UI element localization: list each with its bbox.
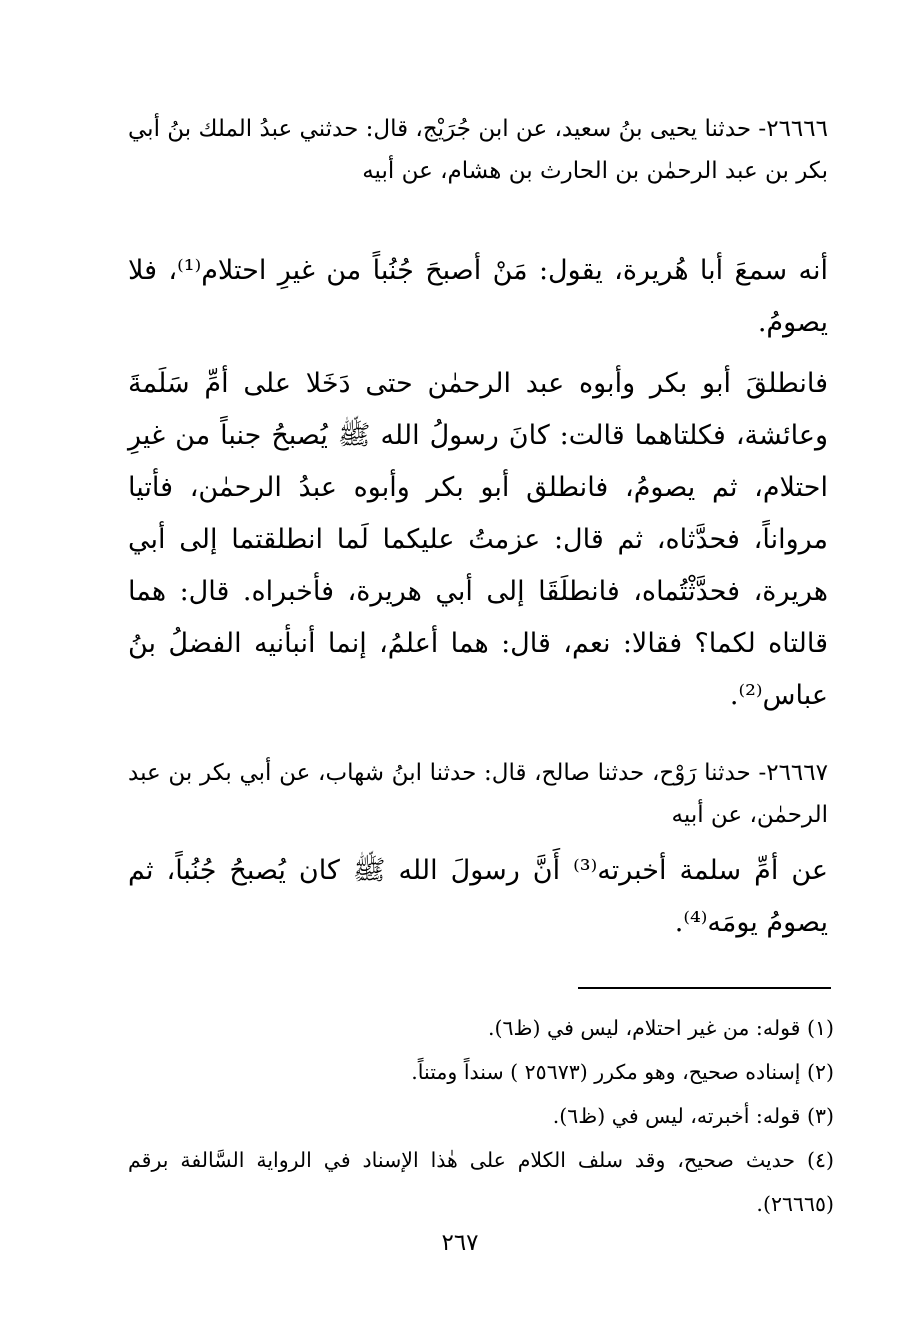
- footnotes: [128, 1006, 834, 1226]
- footnote-2: (٢) إسناده صحيح، وهو مكرر (٢٥٦٧٣ ) سنداً ومتناً.: [411, 1060, 834, 1084]
- footnote-divider: [578, 987, 831, 989]
- hadith-26666-matn-2: فانطلقَ أبو بكر وأبوه عبد الرحمٰن حتى دَخَلا على أمِّ سَلَمةَ وعائشة، فكلتاهما قالت: كانَ رسولُ الله ﷺ يُصبحُ جنباً من غيرِ احتلام، ثم يصومُ، فانطلق أبو بكر وأبوه عبدُ الرحمٰن، فأتيا مرواناً، فحدَّثاه، ثم قال: عزمتُ عليكما لَما انطلقتما إلى أبي هريرة، فحدَّثْتُماه، فانطلَقَا إلى أبي هريرة، فأخبراه. قال: هما قالتاه لكما؟ فقالا: نعم، قال: هما أعلمُ، إنما أنبأنيه الفضلُ بنُ عباس⁽²⁾.: [128, 368, 828, 711]
- hadith-26666-matn-1: أنه سمعَ أبا هُريرة، يقول: مَنْ أصبحَ جُنُباً من غيرِ احتلام⁽¹⁾، فلا يصومُ.: [128, 255, 828, 338]
- footnote-3: (٣) قوله: أخبرته، ليس في (ظ٦).: [552, 1104, 834, 1128]
- hadith-26667-matn: عن أمِّ سلمة أخبرته⁽³⁾ أَنَّ رسولَ الله ﷺ كان يُصبحُ جُنُباً، ثم يصومُ يومَه⁽⁴⁾.: [128, 855, 828, 938]
- hadith-26666-isnad: ٢٦٦٦٦- حدثنا يحيى بنُ سعيد، عن ابن جُرَيْج، قال: حدثني عبدُ الملك بنُ أبي بكر بن عبد الرحمٰن بن الحارث بن هشام، عن أبيه: [128, 116, 828, 184]
- hadith-26667-isnad: ٢٦٦٦٧- حدثنا رَوْح، حدثنا صالح، قال: حدثنا ابنُ شهاب، عن أبي بكر بن عبد الرحمٰن، عن أبيه: [128, 760, 828, 828]
- footnote-4: (٤) حديث صحيح، وقد سلف الكلام على هٰذا الإسناد في الرواية السَّالفة برقم (٢٦٦٦٥).: [128, 1148, 834, 1216]
- page-number: ٢٦٧: [441, 1230, 479, 1256]
- footnote-1: (١) قوله: من غير احتلام، ليس في (ظ٦).: [487, 1016, 834, 1040]
